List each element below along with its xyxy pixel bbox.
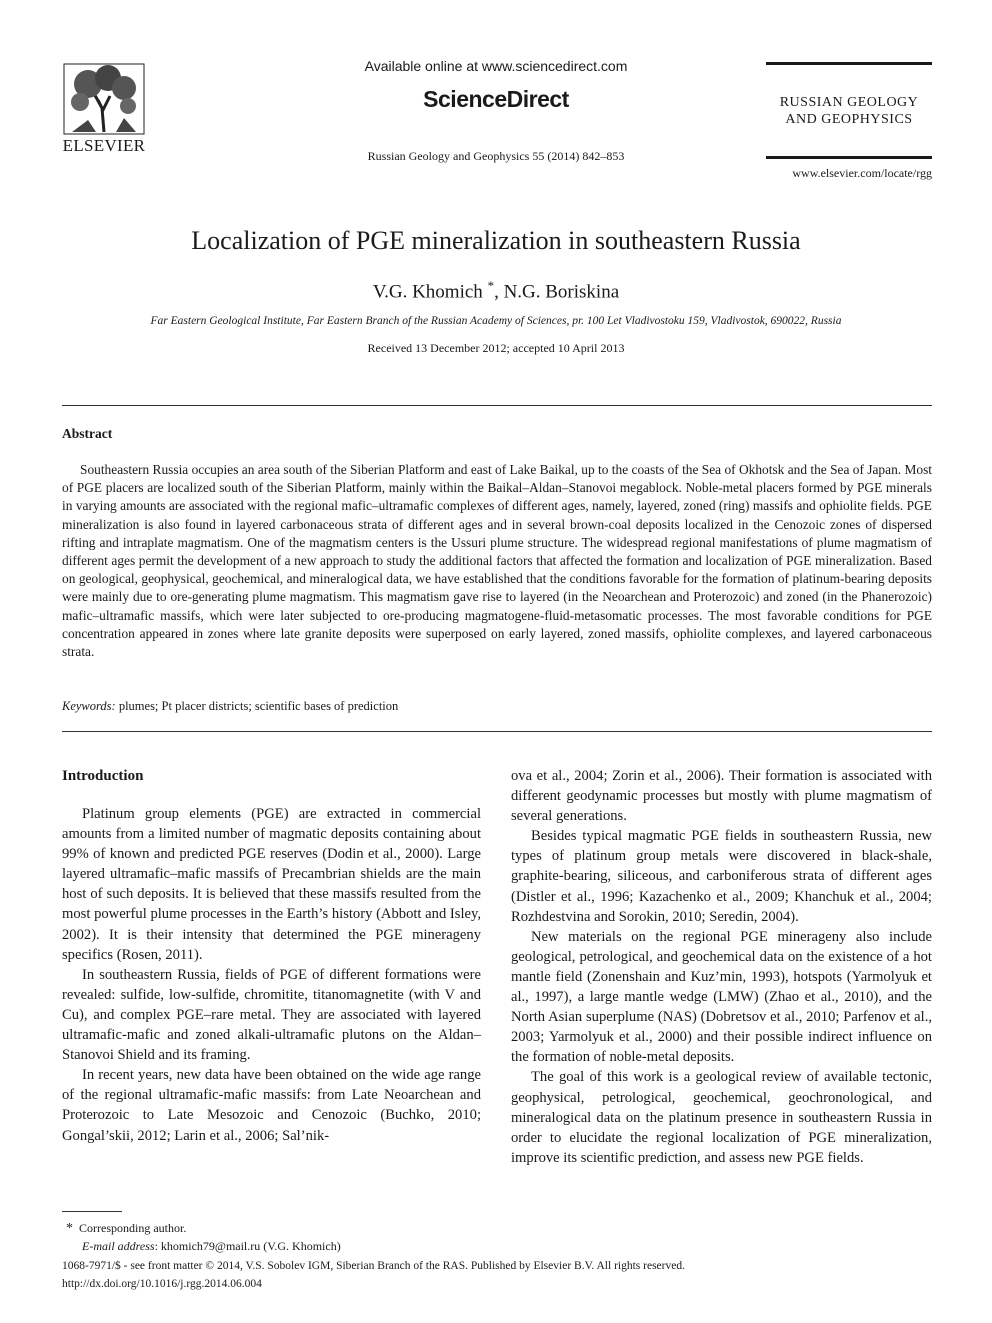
available-online: Available online at www.sciencedirect.com: [364, 58, 628, 74]
journal-title: [766, 94, 932, 128]
email-address[interactable]: : khomich79@mail.ru (V.G. Khomich): [154, 1239, 341, 1253]
author-separator: ,: [494, 281, 504, 303]
footnote-corresponding-text: Corresponding author.: [79, 1221, 187, 1235]
footnote-email: [82, 1239, 341, 1254]
footnote-mark: *: [66, 1221, 73, 1236]
abstract-bottom-rule: [62, 731, 932, 732]
affiliation: Far Eastern Geological Institute, Far Eastern Branch of the Russian Academy of Sciences, pr. 100 Let Vladivostoku 159, Vladivostok, 690022, Russia: [150, 315, 842, 327]
left-column: [62, 804, 481, 1146]
abstract-top-rule: [62, 405, 932, 406]
paragraph: Platinum group elements (PGE) are extracted in commercial amounts from a limited number of magmatic deposits containing about 99% of known and predicted PGE reserves (Dodin et al., 2000). Large layered ultramafic–mafic massifs of Precambrian shields are the main host of such deposits. It is believed that these massifs resulted from the most powerful plume processes in the Earth’s history (Abbott and Isley, 2002). It is their intensity that determined the PGE minerageny specifics (Rosen, 2011).: [62, 806, 481, 963]
corresponding-mark[interactable]: *: [487, 278, 495, 293]
journal-title-rule-bottom: [766, 156, 932, 159]
sciencedirect-logo: ScienceDirect: [423, 86, 569, 112]
authors: [40, 278, 952, 303]
footnote-corresponding: [66, 1221, 186, 1237]
right-column: [511, 766, 932, 1168]
journal-reference: Russian Geology and Geophysics 55 (2014) 842–853: [367, 149, 625, 163]
journal-title-line1: RUSSIAN GEOLOGY: [779, 95, 919, 110]
paragraph: In southeastern Russia, fields of PGE of different formations were revealed: sulfide, low-sulfide, chromitite, titanomagnetite (with V and Cu), and complex PGE–rare metal. They are associated with layered ultramafic-mafic and zoned alkali-ultramafic plutons on the Aldan–Stanovoi Shield and its framing.: [62, 966, 481, 1064]
journal-title-rule-top: [766, 62, 932, 65]
email-label: E-mail address: [82, 1239, 155, 1253]
copyright-line: 1068-7971/$ - see front matter © 2014, V.S. Sobolev IGM, Siberian Branch of the RAS. Published by Elsevier B.V. All rights reserved.: [62, 1260, 685, 1272]
paragraph: In recent years, new data have been obtained on the wide age range of the regional ultramafic-mafic massifs: from Late Neoarchean and Proterozoic to Late Mesozoic and Cenozoic (Buchko, 2010; Gongal’skii, 2012; Larin et al., 2006; Sal’nik-: [62, 1067, 481, 1144]
journal-title-line2: AND GEOPHYSICS: [785, 112, 913, 127]
introduction-heading: Introduction: [62, 768, 144, 784]
footnote-rule: [62, 1211, 122, 1212]
keywords: [62, 699, 398, 714]
paragraph: Besides typical magmatic PGE fields in southeastern Russia, new types of platinum group metals were discovered in black-shale, graphite-bearing, siliceous, and carboniferous strata of different ages (Distler et al., 1996; Kazachenko et al., 2009; Khanchuk et al., 2004; Rozhdestvina and Sorokin, 2010; Seredin, 2004).: [511, 828, 932, 925]
keywords-list: plumes; Pt placer districts; scientific bases of prediction: [115, 699, 399, 713]
journal-url[interactable]: www.elsevier.com/locate/rgg: [792, 166, 932, 180]
elsevier-logo: [58, 60, 150, 158]
paragraph: The goal of this work is a geological review of available tectonic, geophysical, petrological, geochemical, geochronological, and mineralogical data on the platinum presence in southeastern Russia in order to elucidate the regional localization of PGE mineralization, improve its scientific prediction, and assess new PGE fields.: [511, 1069, 932, 1166]
author-2[interactable]: N.G. Boriskina: [503, 281, 620, 303]
article-title: Localization of PGE mineralization in southeastern Russia: [191, 226, 801, 255]
received-dates: Received 13 December 2012; accepted 10 April 2013: [367, 341, 625, 355]
keywords-label: Keywords:: [62, 699, 116, 713]
publisher-name: ELSEVIER: [62, 136, 146, 155]
abstract-text: Southeastern Russia occupies an area south of the Siberian Platform and east of Lake Baikal, up to the coasts of the Sea of Okhotsk and the Sea of Japan. Most of PGE placers are localized south of the Siberian Platform, mainly within the Baikal–Aldan–Stanovoi megablock. Noble-metal placers formed by PGE minerals in varying amounts are associated with the regional mafic–ultramafic complexes of different ages, namely, layered, zoned (ring) massifs and ophiolite fields. PGE mineralization is also found in layered carbonaceous strata of different ages and in several brown-coal deposits localized in the Cenozoic zones of dispersed rifting and intraplate magmatism. One of the magmatism centers is the Ussuri plume structure. The widespread regional manifestations of plume magmatism of different ages permit the development of a new approach to study the additional factors that affected the formation and localization of PGE mineralization. Based on geological, geophysical, geochemical, and mineralogical data, we have established that the conditions favorable for the formation of platinum-bearing deposits were mainly due to ore-generating plume magmatism. This magmatism gave rise to layered (in the Neoarchean and Proterozoic) and zoned (in the Phanerozoic) mafic–ultramafic massifs, which were later subjected to ore-producing magmatogene-fluid-metasomatic processes. The most favorable conditions for PGE concentration appeared in zones where late granite deposits were superposed on early layered, zoned massifs, ophiolite complexes, and layered carbonaceous strata.: [62, 462, 932, 660]
abstract-heading: Abstract: [62, 426, 113, 441]
author-1[interactable]: V.G. Khomich: [372, 281, 488, 303]
doi-link[interactable]: http://dx.doi.org/10.1016/j.rgg.2014.06.004: [62, 1278, 262, 1290]
paragraph-continuation: ova et al., 2004; Zorin et al., 2006). Their formation is associated with different geodynamic processes but mostly with plume magmatism of several generations.: [511, 768, 932, 825]
paragraph: New materials on the regional PGE minerageny also include geological, petrological, and geochemical data on the existence of a hot mantle field (Zonenshain and Kuz’min, 1993), hotspots (Yarmolyuk et al., 1997), a large mantle wedge (LMW) (Zhao et al., 2010), and the North Asian superplume (NAS) (Dobretsov et al., 2010; Parfenov et al., 2003; Yarmolyuk et al., 2000) and their possible indirect influence on the formation of noble-metal deposits.: [511, 928, 932, 1066]
